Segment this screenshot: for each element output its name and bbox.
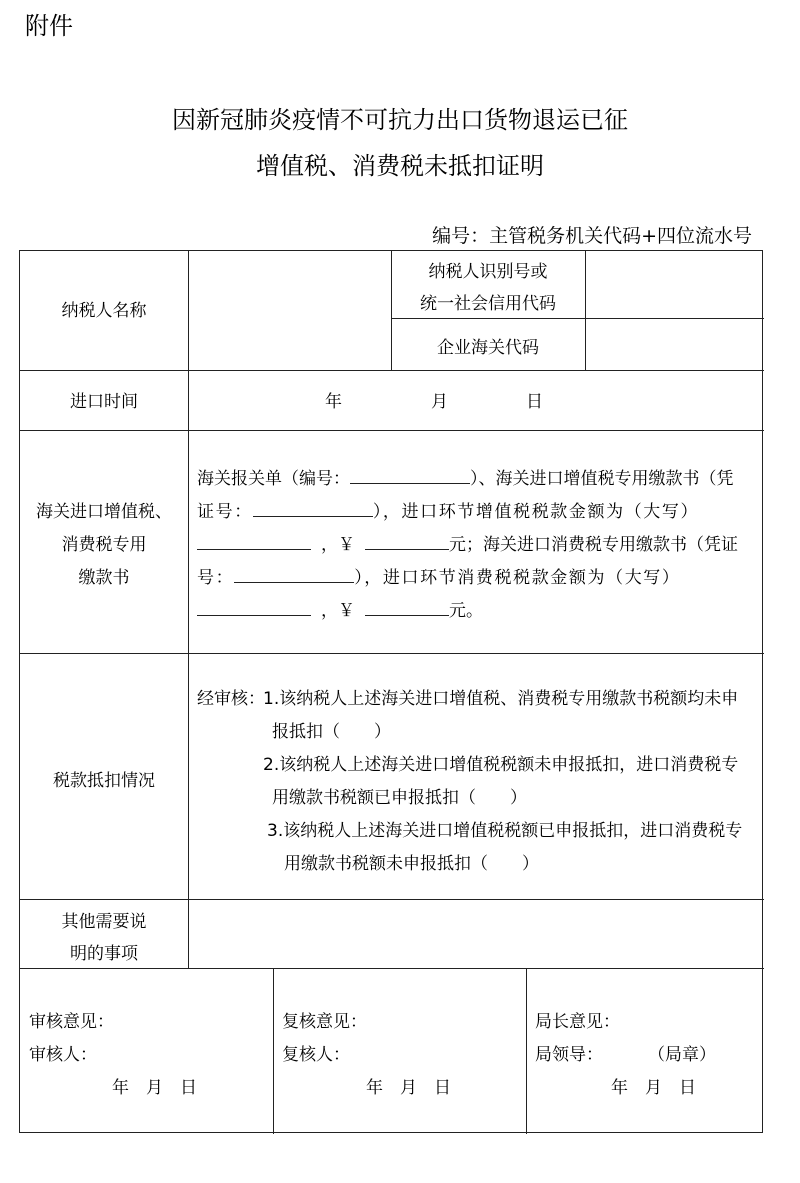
date-year: 年	[325, 392, 342, 412]
option3-text-b[interactable]: 用缴款书税额未申报抵扣（ ）	[284, 854, 539, 874]
vat-amount-words-blank[interactable]	[197, 529, 311, 550]
customs-code-label: 企业海关代码	[437, 338, 539, 358]
import-time-label: 进口时间	[70, 392, 138, 412]
voucher-text-line2: 证号： ），进口环节增值税税款金额为（大写）	[197, 496, 699, 529]
director-date: 年 月 日	[611, 1078, 696, 1098]
other-notes-label-line2: 明的事项	[70, 944, 138, 964]
taxpayer-name-label: 纳税人名称	[61, 301, 147, 321]
other-notes-label-line1: 其他需要说	[61, 912, 147, 932]
date-month: 月	[431, 392, 448, 412]
voucher-text-line5: ，￥ 元。	[197, 595, 483, 628]
option2-text-a: 2.该纳税人上述海关进口增值税税额未申报抵扣，进口消费税专	[263, 755, 739, 775]
review-prefix: 经审核：	[197, 689, 265, 709]
review-opinion-label: 审核意见：	[29, 1012, 114, 1032]
option3-text-a: 3.该纳税人上述海关进口增值税税额已申报抵扣，进口消费税专	[267, 821, 743, 841]
tax-id-label-line2: 统一社会信用代码	[420, 294, 556, 314]
bureau-leader-label: 局领导：	[535, 1045, 603, 1065]
vat-voucher-number-blank[interactable]	[253, 496, 373, 517]
consumption-voucher-number-blank[interactable]	[234, 562, 354, 583]
date-day: 日	[526, 392, 543, 412]
recheck-date: 年 月 日	[366, 1078, 451, 1098]
bureau-seal-label: （局章）	[648, 1045, 716, 1065]
voucher-text-line3: ，￥ 元；海关进口消费税专用缴款书（凭证	[197, 529, 738, 562]
director-opinion-label: 局长意见：	[535, 1012, 620, 1032]
option1-text-a: 1.该纳税人上述海关进口增值税、消费税专用缴款书税额均未申	[263, 689, 739, 709]
voucher-label-line3: 缴款书	[78, 568, 130, 588]
voucher-text-line4: 号： ），进口环节消费税税款金额为（大写）	[197, 562, 681, 595]
reviewer-label: 审核人：	[29, 1045, 97, 1065]
vat-amount-figure-blank[interactable]	[365, 529, 449, 550]
serial-number-label: 编号：主管税务机关代码+四位流水号	[432, 225, 752, 247]
customs-declaration-blank[interactable]	[350, 463, 470, 484]
deduction-status-label: 税款抵扣情况	[53, 771, 155, 791]
document-title-line1: 因新冠肺炎疫情不可抗力出口货物退运已征	[172, 106, 628, 134]
certificate-form	[19, 250, 763, 1133]
document-title-line2: 增值税、消费税未抵扣证明	[256, 152, 544, 180]
consumption-amount-figure-blank[interactable]	[365, 595, 449, 616]
voucher-label-line2: 消费税专用	[61, 535, 147, 555]
option2-text-b[interactable]: 用缴款书税额已申报抵扣（ ）	[272, 788, 527, 808]
attachment-label: 附件	[25, 12, 73, 40]
tax-id-label-line1: 纳税人识别号或	[428, 262, 548, 282]
consumption-amount-words-blank[interactable]	[197, 595, 311, 616]
recheck-opinion-label: 复核意见：	[282, 1012, 367, 1032]
review-date: 年 月 日	[112, 1078, 197, 1098]
option1-text-b[interactable]: 报抵扣（ ）	[272, 722, 391, 742]
rechecker-label: 复核人：	[282, 1045, 350, 1065]
voucher-text-line1: 海关报关单（编号： ）、海关进口增值税专用缴款书（凭	[197, 463, 734, 496]
voucher-label-line1: 海关进口增值税、	[36, 502, 172, 522]
